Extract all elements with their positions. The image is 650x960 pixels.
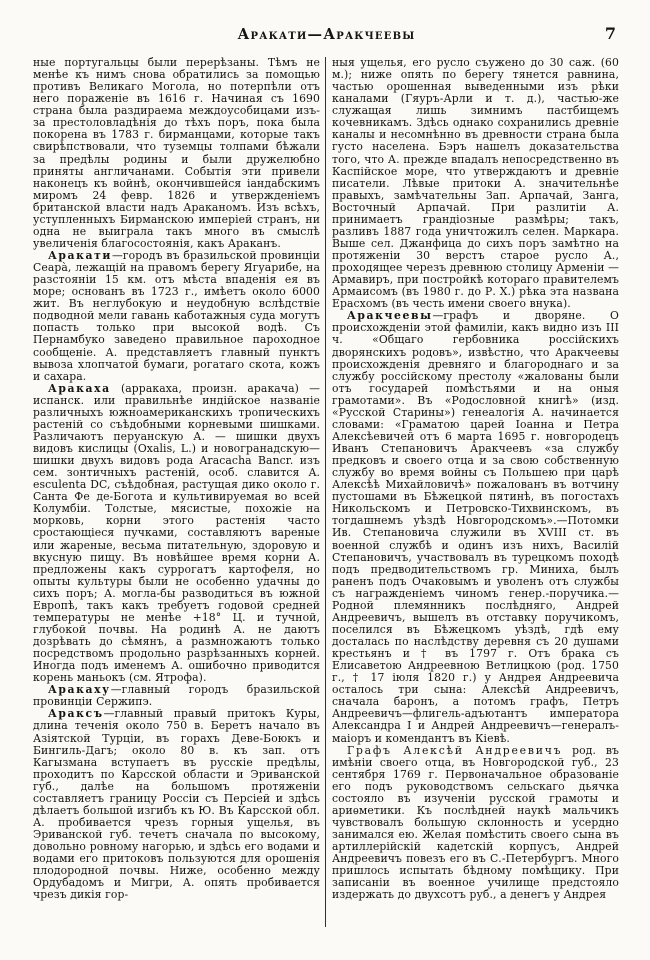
paragraph: ныя ущелья, его русло съужено до 30 саж. (60 м.); ниже опять по берегу тянется равнина, частью орошенная выведенными изъ рѣки каналами (Гяуръ-Арли и т. д.), частью-же служащая лишь зимнимъ пастбищемъ кочевникамъ. Здѣсь однако сохранились древніе каналы и несомнѣнно въ древности страна была густо населена. Бэръ нашелъ доказательства того, что А. прежде впадалъ непосредственно въ Каспійское море, что утверждаютъ и древніе писатели. Лѣвые притоки А. значительнѣе правыхъ, замѣчательны Зап. Арпачай, Занга, Восточный Арпачай. При разлитіи А. принимаетъ грандіозные размѣры; такъ, разливъ 1887 года уничтожилъ селен. Маркара. Выше сел. Джанфица до сихъ поръ замѣтно на протяженіи 30 верстъ старое русло А., проходящее черезъ древнюю столицу Арменіи — Армавиръ, при постройкѣ котораго правителемъ Армаисомъ (въ 1980 г. до Р. Х.) рѣка эта названа Ерасхомъ (въ честь имени своего внука). <box>332 57 619 311</box>
entry-paragraph: Аракчеевы—графъ и дворяне. О происхожденіи этой фамиліи, какъ видно изъ III ч. «Общаго гербовника россійскихъ дворянскихъ родовъ», извѣстно, что Аракчеевы происхожденія древняго и благороднаго и за службу россійскому престолу «жалованы были отъ государей помѣстьями и на оныя грамотами». Въ «Родословной книгѣ» (изд. «Русской Старины») генеалогія А. начинается словами: «Граматою царей Іоанна и Петра Алексѣевичей отъ 6 марта 1695 г. новгородецъ Иванъ Степановичъ Аракчеевъ «за службу предковъ и своего отца и за свою собственную службу во время войны съ Польшею при царѣ Алексѣѣ Михайловичѣ» пожалованъ въ вотчину пустошами въ Бѣжецкой пятинѣ, въ погостахъ Никольскомъ и Петровско-Тихвинскомъ, въ тогдашнемъ уѣздѣ Новгородскомъ».—Потомки Ив. Степановича служили въ XVIII ст. въ военной службѣ и одинъ изъ нихъ, Василій Степановичъ, участвовалъ въ турецкомъ походѣ подъ предводительствомъ гр. Миниха, былъ раненъ подъ Очаковымъ и уволенъ отъ службы съ награжденіемъ чиномъ генер.-поручика.—Родной племянникъ послѣдняго, Андрей Андреевичъ, вышелъ въ отставку поручикомъ, поселился въ Бѣжецкомъ уѣздѣ, гдѣ ему досталась по наслѣдству деревня съ 20 душами крестьянъ и † въ 1797 г. Отъ брака съ Елисаветою Андреевною Ветлицкою (род. 1750 г., † 17 іюля 1820 г.) у Андрея Андреевича осталось три сына: Алексѣй Андреевичъ, сначала баронъ, а потомъ графъ, Петръ Андреевичъ—флигель-адъютантъ императора Александра I и Андрей Андреевичъ—генералъ-маіоръ и комендантъ въ Кіевѣ. <box>332 309 619 745</box>
entry-headword: Араксъ <box>48 707 104 721</box>
running-header <box>33 26 620 46</box>
right-column <box>332 57 619 927</box>
entry-headword: Аракаха <box>48 381 111 395</box>
entry-paragraph: Аракаха (арракаха, произн. аракача) — испанск. или правильнѣе индійское названіе различныхъ южноамериканскихъ тропическихъ растеній со съѣдобными корневыми шишками. Различаютъ перуанскую А. — шишки двухъ видовъ кислицы (Oxalis, L.) и новогранадскую—шишки двухъ видовъ рода Aracacha Bancr. изъ сем. зонтичныхъ растеній, особ. славится A. esculenta DC, съѣдобная, растущая дико около г. Санта Фе де-Богота и культивируемая во всей Колумбіи. Толстые, мясистые, похожіе на морковь, корни этого растенія часто сростающіеся пучками, составляютъ вареные или жареные, весьма питательную, здоровую и вкусную пищу. Въ новѣйшее время корни А. предложены какъ суррогатъ картофеля, но опыты культуры были не особенно удачны до сихъ поръ; А. могла-бы разводиться въ южной Европѣ, такъ какъ требуетъ годовой средней температуры не менѣе +18° Ц. и тучной, глубокой почвы. На родинѣ А. не даютъ дозрѣвать до сѣмянъ, а размножаютъ только посредствомъ продольно разрѣзанныхъ корней. Иногда подъ именемъ А. ошибочно приводится корень маньокъ (см. Ятрофа). <box>33 381 320 685</box>
left-column <box>33 57 320 927</box>
entry-headword: Аракати <box>48 249 113 262</box>
entry-headword: Аракчеевы <box>347 309 433 323</box>
spaced-lead: Графъ Алексѣй Андреевичъ <box>347 743 563 757</box>
column-divider <box>325 57 326 927</box>
paragraph: ные португальцы были перерѣзаны. Тѣмъ не менѣе къ нимъ снова обратились за помощью противъ Великаго Могола, но потерпѣли отъ него пораженіе въ 1616 г. Начиная съ 1690 страна была раздираема междоусобицами изъ-за престоловладѣнія до тѣхъ поръ, пока была покорена въ 1783 г. бирманцами, которые такъ свирѣпствовали, что туземцы толпами бѣжали за предѣлы родины и были дружелюбно приняты англичанами. Событія эти привели наконецъ къ войнѣ, окончившейся іандабскимъ миромъ 24 февр. 1826 и утвержденіемъ британской власти надъ Араканомъ. Изъ всѣхъ, уступленныхъ Бирманскою имперіей странъ, ни одна не выиграла такъ много въ смыслѣ увеличенія благосостоянія, какъ Араканъ. <box>33 57 320 250</box>
page-number: 7 <box>604 24 616 43</box>
entry-paragraph: Аракати—городъ въ бразильской провинціи Сеара̀, лежащій на правомъ берегу Ягуарибе, на разстояніи 15 км. отъ мѣста впаденія ея въ море; основанъ въ 1723 г., имѣетъ около 6000 жит. Въ неглубокую и неудобную вслѣдствіе подводной мели гавань каботажныя суда могутъ попасть только при высокой водѣ. Съ Пернамбуко заведено правильное пароходное сообщеніе. А. представляетъ главный пунктъ вывоза хлопчатой бумаги, рогатаго скота, кожъ и сахара. <box>33 249 320 383</box>
entry-headword: Аракаху <box>48 683 111 697</box>
entry-paragraph: Аракаху—главный городъ бразильской провинціи Сержипэ. <box>33 683 320 709</box>
entry-paragraph: Араксъ—главный правый притокъ Куры, длина теченія около 750 в. Беретъ начало въ Азіятской Турціи, въ горахъ Деве-Боюкъ и Бингиль-Дагъ; около 80 в. къ зап. отъ Кагызмана вступаетъ въ русскіе предѣлы, проходитъ по Карсской области и Эриванской губ., далѣе на большомъ протяженіи составляетъ границу Россіи съ Персіей и здѣсь дѣлаетъ большой изгибъ къ Ю. Въ Карсской обл. А. пробивается чрезъ горныя ущелья, въ Эриванской губ. течетъ сначала по высокому, довольно ровному нагорью, и здѣсь его водами и водами его притоковъ пользуются для орошенія плодородной почвы. Ниже, особенно между Ордубадомъ и Мигри, А. опять пробивается чрезъ дикія гор- <box>33 707 320 902</box>
running-head-title: Аракати—Аракчеевы <box>237 26 416 43</box>
paragraph: Графъ Алексѣй Андреевичъ род. въ имѣніи своего отца, въ Новгородской губ., 23 сентября 1769 г. Первоначальное образованіе его подъ руководствомъ сельскаго дьячка состояло въ изученіи русской грамоты и ариѳметики. Къ послѣдней наукѣ мальчикъ чувствовалъ большую склонность и усердно занимался ею. Желая помѣстить своего сына въ артиллерійскій кадетскій корпусъ, Андрей Андреевичъ повезъ его въ С.-Петербургъ. Много пришлось испытать бѣдному помѣщику. При записаніи въ военное училище предстояло издержать до двухсотъ руб., а денегъ у Андрея <box>332 743 619 902</box>
text-columns <box>33 57 619 927</box>
